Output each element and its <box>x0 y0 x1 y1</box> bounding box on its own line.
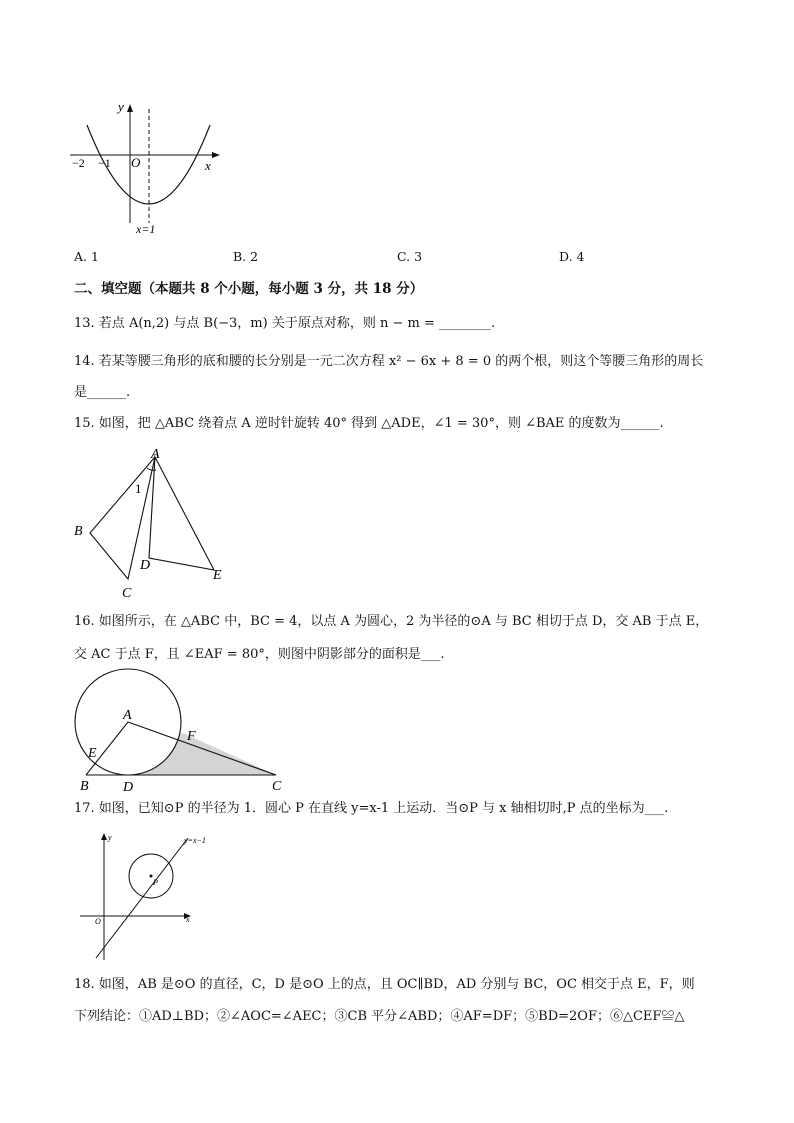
question-18-line1: 18. 如图，AB 是⊙O 的直径，C，D 是⊙O 上的点，且 OC∥BD，AD 分别与 BC，OC 相交于点 E，F，则 <box>74 977 695 992</box>
option-a: A. 1 <box>74 249 99 264</box>
question-16-line1: 16. 如图所示，在 △ABC 中，BC = 4，以点 A 为圆心，2 为半径的⊙A 与 BC 相切于点 D，交 AB 于点 E， <box>74 614 709 629</box>
moving-circle-figure <box>76 830 226 965</box>
symmetry-axis-label: x=1 <box>136 222 156 236</box>
option-b: B. 2 <box>233 249 259 264</box>
x-label: x <box>205 158 211 173</box>
triangle-ade <box>149 457 214 570</box>
question-15: 15. 如图，把 △ABC 绕着点 A 逆时针旋转 40° 得到 △ADE，∠1 = 30°，则 ∠BAE 的度数为______. <box>74 416 664 431</box>
y-label: y <box>118 99 124 114</box>
parabola-figure <box>60 95 230 240</box>
x-axis-arrow <box>212 152 220 158</box>
y-axis-arrow <box>101 833 107 840</box>
tick-minus-two: −2 <box>72 156 85 170</box>
point-b-label: B <box>80 779 89 794</box>
question-17: 17. 如图，已知⊙P 的半径为 1．圆心 P 在直线 y=x-1 上运动．当⊙P 与 x 轴相切时,P 点的坐标为___. <box>74 801 669 816</box>
rotation-triangle-figure <box>68 443 238 603</box>
point-c-label: C <box>272 779 282 794</box>
point-d-label: D <box>123 780 134 795</box>
y-label: y <box>108 833 112 842</box>
point-e-label: E <box>213 568 222 583</box>
option-c: C. 3 <box>397 249 423 264</box>
question-14-line2: 是______. <box>74 385 131 400</box>
origin-label: O <box>131 155 141 170</box>
question-18-line2: 下列结论：①AD⊥BD；②∠AOC=∠AEC；③CB 平分∠ABD；④AF=DF；⑤BD=2OF；⑥△CEF≌△ <box>74 1009 685 1024</box>
line-label: y=x−1 <box>184 836 206 845</box>
point-p-label: P <box>153 878 158 887</box>
point-a-label: A <box>123 708 132 723</box>
question-14-line1: 14. 若某等腰三角形的底和腰的长分别是一元二次方程 x² − 6x + 8 = 0 的两个根，则这个等腰三角形的周长 <box>74 354 704 369</box>
point-f-label: F <box>187 729 196 744</box>
angle-one-label: 1 <box>135 481 142 496</box>
point-b-label: B <box>74 524 83 539</box>
option-d: D. 4 <box>559 249 585 264</box>
point-c-label: C <box>122 586 132 601</box>
origin-label: O <box>95 917 101 926</box>
section-title: 二、填空题（本题共 8 个小题，每小题 3 分，共 18 分） <box>74 281 424 297</box>
tangent-circle-figure <box>68 668 298 798</box>
y-axis-arrow <box>127 104 133 112</box>
point-d-label: D <box>140 558 151 573</box>
point-e-label: E <box>88 746 97 761</box>
x-label: x <box>186 915 190 924</box>
tick-minus-one: −1 <box>98 156 111 170</box>
point-a-label: A <box>151 447 160 462</box>
question-16-line2: 交 AC 于点 F，且 ∠EAF = 80°，则图中阴影部分的面积是___. <box>74 647 445 662</box>
question-13: 13. 若点 A(n,2) 与点 B(−3，m) 关于原点对称，则 n − m = ________. <box>74 316 496 331</box>
